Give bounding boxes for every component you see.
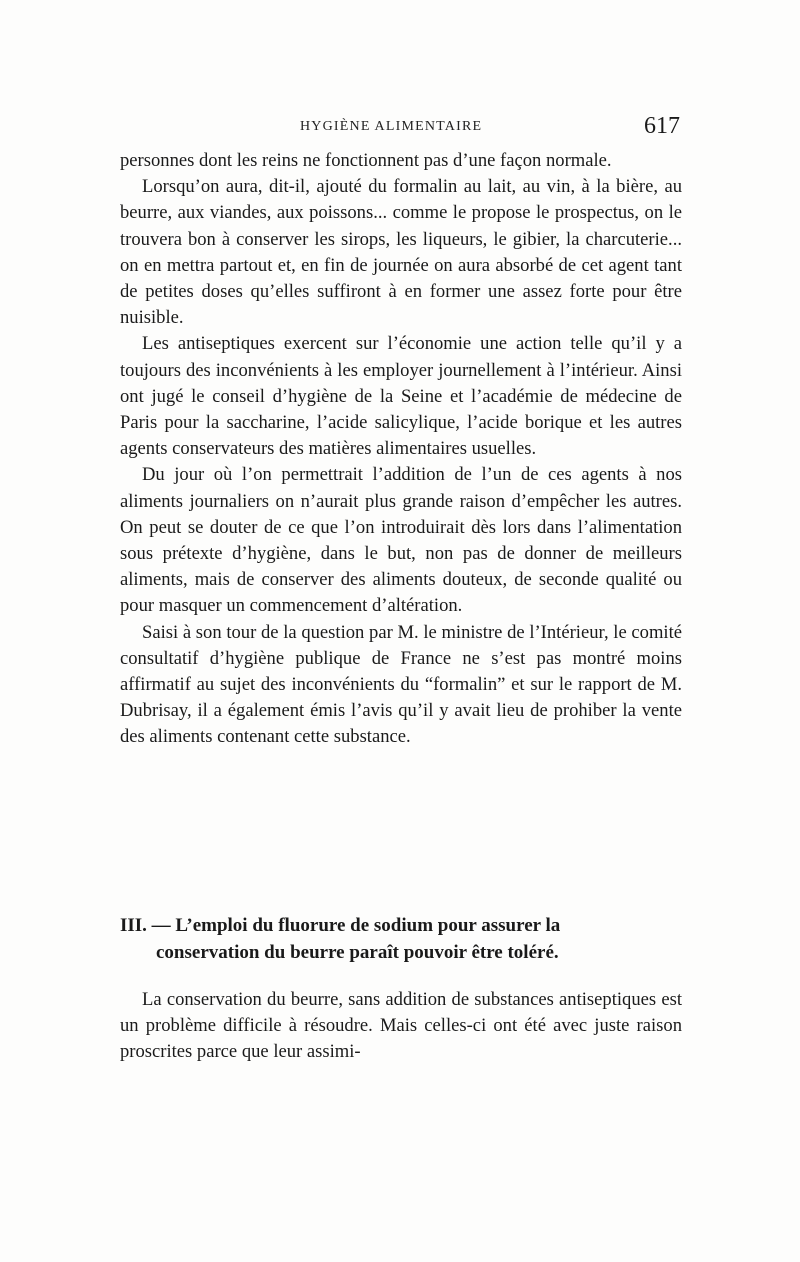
paragraph-5: Saisi à son tour de la question par M. le ministre de l’Intérieur, le comité consultatif d’hygiène publique de France ne s’est pas montré moins affirmatif au sujet des inconvénients du “formalin” et sur le rapport de M. Dubrisay, il a également émis l’avis qu’il y avait lieu de prohiber la vente des aliments contenant cette substance.	[120, 621, 682, 748]
page-header	[120, 113, 680, 143]
paragraph-3: Les antiseptiques exercent sur l’économie une action telle qu’il y a toujours des inconvénients à les employer journellement à l’intérieur. Ainsi ont jugé le conseil d’hygiène de la Seine et l’académie de médecine de Paris pour la saccharine, l’acide salicylique, l’acide borique et les autres agents conservateurs des matières alimentaires usuelles.	[120, 333, 682, 460]
paragraph-4: Du jour où l’on permettrait l’addition de l’un de ces agents à nos aliments journaliers on n’aurait plus grande raison d’empêcher les autres. On peut se douter de ce que l’on introduirait dès lors dans l’alimentation sous prétexte d’hygiène, dans le but, non pas de donner de meilleurs aliments, mais de conserver des aliments douteux, de seconde qualité ou pour masquer un commencement d’altération.	[120, 464, 682, 617]
section-heading	[120, 912, 682, 966]
running-title: HYGIÈNE ALIMENTAIRE	[300, 119, 483, 134]
paragraph-6: La conservation du beurre, sans addition de substances antiseptiques est un problème difficile à résoudre. Mais celles-ci ont été avec juste raison proscrites parce que leur assimi-	[120, 989, 682, 1063]
section-body	[120, 987, 682, 1066]
paragraph-2: Lorsqu’on aura, dit-il, ajouté du formalin au lait, au vin, à la bière, au beurre, aux viandes, aux poissons... comme le propose le prospectus, on le trouvera bon à conserver les sirops, les liqueurs, le gibier, la charcuterie... on en mettra partout et, en fin de journée on aura absorbé de cet agent tant de petites doses qu’elles suffiront à en former une assez forte pour être nuisible.	[120, 176, 682, 329]
section-heading-line-1: III. — L’emploi du fluorure de sodium pour assurer la	[120, 915, 561, 936]
page-number: 617	[644, 113, 680, 139]
section-heading-line-2: conservation du beurre paraît pouvoir être toléré.	[156, 942, 559, 963]
body-text	[120, 148, 682, 751]
paragraph-1: personnes dont les reins ne fonctionnent pas d’une façon normale.	[120, 150, 612, 171]
